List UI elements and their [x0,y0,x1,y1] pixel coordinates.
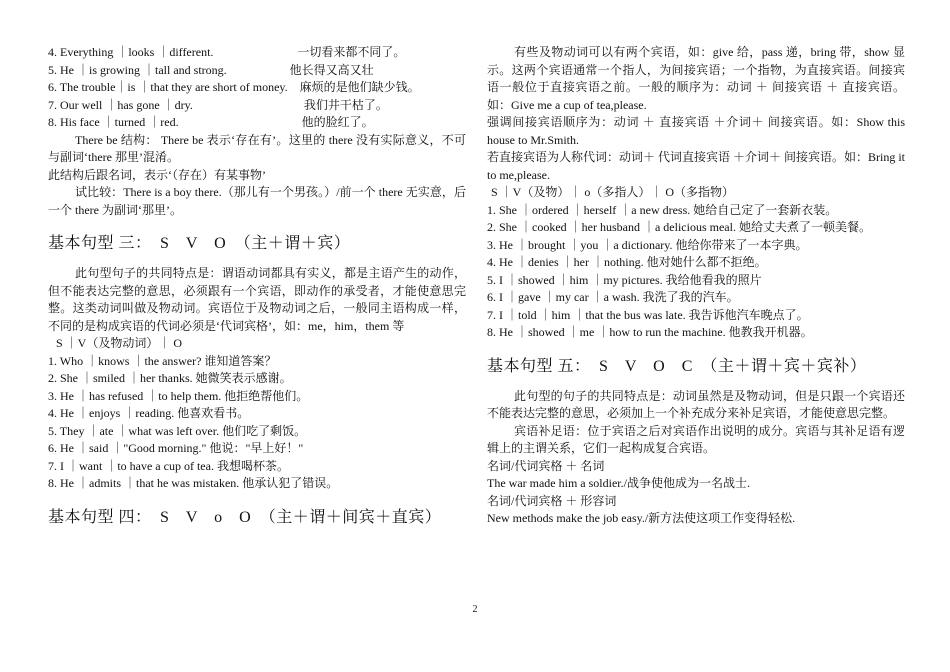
svc-example: 5. He ｜is growing ｜tall and strong. 他长得又高又壮 [48,62,374,77]
section-heading-3: 基本句型 三： S V O （主＋谓＋宾） [48,235,351,252]
svo-example: 1. Who ｜knows ｜the answer? 谁知道答案？ [48,353,277,368]
section-heading-4: 基本句型 四： S V o O （主＋谓＋间宾＋直宾） [48,508,442,526]
svc-example: 8. His face ｜turned ｜red. 他的脸红了。 [48,115,374,129]
svoo-example: 7. I ｜told ｜him ｜that the bus was late. 我告诉他汽车晚点了。 [487,307,809,322]
svo-intro: 此句型句子的共同特点是：谓语动词都具有实义，都是主语产生的动作，但不能表达完整的意思，必须跟有一个宾语，即动作的承受者，才能使意思完整。这类动词叫做及物动词。宾语位于及物动词之后，一般同主语构成一样，不同的是构成宾语的代词必须是‘代词宾格’，如：me，him，them 等 [48,266,466,333]
svoc-line: The war made him a soldier./战争使他成为一名战士. [487,476,750,490]
svoo-example: 4. He ｜denies ｜her ｜nothing. 他对她什么都不拒绝。 [487,255,767,269]
svo-example: 4. He ｜enjoys ｜reading. 他喜欢看书。 [48,406,250,420]
svoo-pronoun-rule: 若直接宾语为人称代词：动词＋ 代词直接宾语 ＋介词＋ 间接宾语。如：Bring it to me,please. [487,150,906,182]
svc-example: 4. Everything ｜looks ｜different. 一切看来都不同了。 [48,45,406,59]
there-be-note: 此结构后跟名词，表示‘（存在）有某事物’ [48,167,266,182]
svoc-line: 名词/代词宾格 ＋ 名词 [487,458,605,473]
svo-example: 6. He ｜said ｜"Good morning." 他说："早上好！" [48,441,304,455]
svo-pattern: S ｜V（及物动词）｜ O [56,336,183,350]
svo-example: 7. I ｜want ｜to have a cup of tea. 我想喝杯茶。 [48,458,289,473]
there-be-paragraph: There be 结构： There be 表示‘存在有’。这里的 there 没有实际意义，不可与副词‘there 那里’混淆。 [48,132,466,164]
svoc-definition: 宾语补足语：位于宾语之后对宾语作出说明的成分。宾语与其补足语有逻辑上的主谓关系，它们一起构成复合宾语。 [487,423,905,455]
left-column [48,44,466,529]
page-number: 2 [472,604,478,615]
right-column [487,44,905,528]
svoo-example: 6. I ｜gave ｜my car ｜a wash. 我洗了我的汽车。 [487,290,739,304]
svoc-line: 名词/代词宾格 ＋ 形容词 [487,493,617,508]
svoo-pattern: S ｜V（及物）｜ o（多指人）｜ O（多指物） [491,185,735,199]
svoo-emphasis: 强调间接宾语顺序为：动词 ＋ 直接宾语 ＋介词＋ 间接宾语。如：Show this house to Mr.Smith. [487,115,905,147]
svo-example: 8. He ｜admits ｜that he was mistaken. 他承认犯了错误。 [48,476,339,490]
there-be-compare: 试比较：There is a boy there.（那儿有一个男孩。）/前一个 there 无实意，后一个 there 为副词‘那里’。 [48,185,466,217]
svoo-example: 1. She ｜ordered ｜herself ｜a new dress. 她给自己定了一套新衣装。 [487,202,838,217]
svoo-intro: 有些及物动词可以有两个宾语，如：give 给，pass 递，bring 带，show 显示。这两个宾语通常一个指人，为间接宾语；一个指物，为直接宾语。间接宾语一般位于直接宾语之前。一般的顺序为：动词 ＋ 间接宾语 ＋ 直接宾语。如：Give me a cup of tea,please. [487,45,905,112]
svo-example: 2. She ｜smiled ｜her thanks. 她微笑表示感谢。 [48,371,292,385]
svoo-example: 5. I ｜showed ｜him ｜my pictures. 我给他看我的照片 [487,272,762,287]
svo-example: 3. He ｜has refused ｜to help them. 他拒绝帮他们。 [48,388,309,403]
svoo-example: 2. She ｜cooked ｜her husband ｜a delicious meal. 她给丈夫煮了一顿美餐。 [487,220,871,234]
svoo-example: 3. He ｜brought ｜you ｜a dictionary. 他给你带来了一本字典。 [487,237,808,252]
svc-example: 6. The trouble｜is ｜that they are short of money. 麻烦的是他们缺少钱。 [48,80,420,94]
svc-example: 7. Our well ｜has gone ｜dry. 我们井干枯了。 [48,97,388,112]
svo-example: 5. They ｜ate ｜what was left over. 他们吃了剩饭。 [48,423,307,438]
svoc-line: New methods make the job easy./新方法使这项工作变得轻松. [487,511,796,525]
svoc-intro: 此句型的句子的共同特点是：动词虽然是及物动词，但是只跟一个宾语还不能表达完整的意思，必须加上一个补充成分来补足宾语，才能使意思完整。 [487,388,905,420]
svoo-example: 8. He ｜showed ｜me ｜how to run the machine. 他教我开机器。 [487,325,813,339]
section-heading-5: 基本句型 五： S V O C （主＋谓＋宾＋宾补） [487,357,867,375]
